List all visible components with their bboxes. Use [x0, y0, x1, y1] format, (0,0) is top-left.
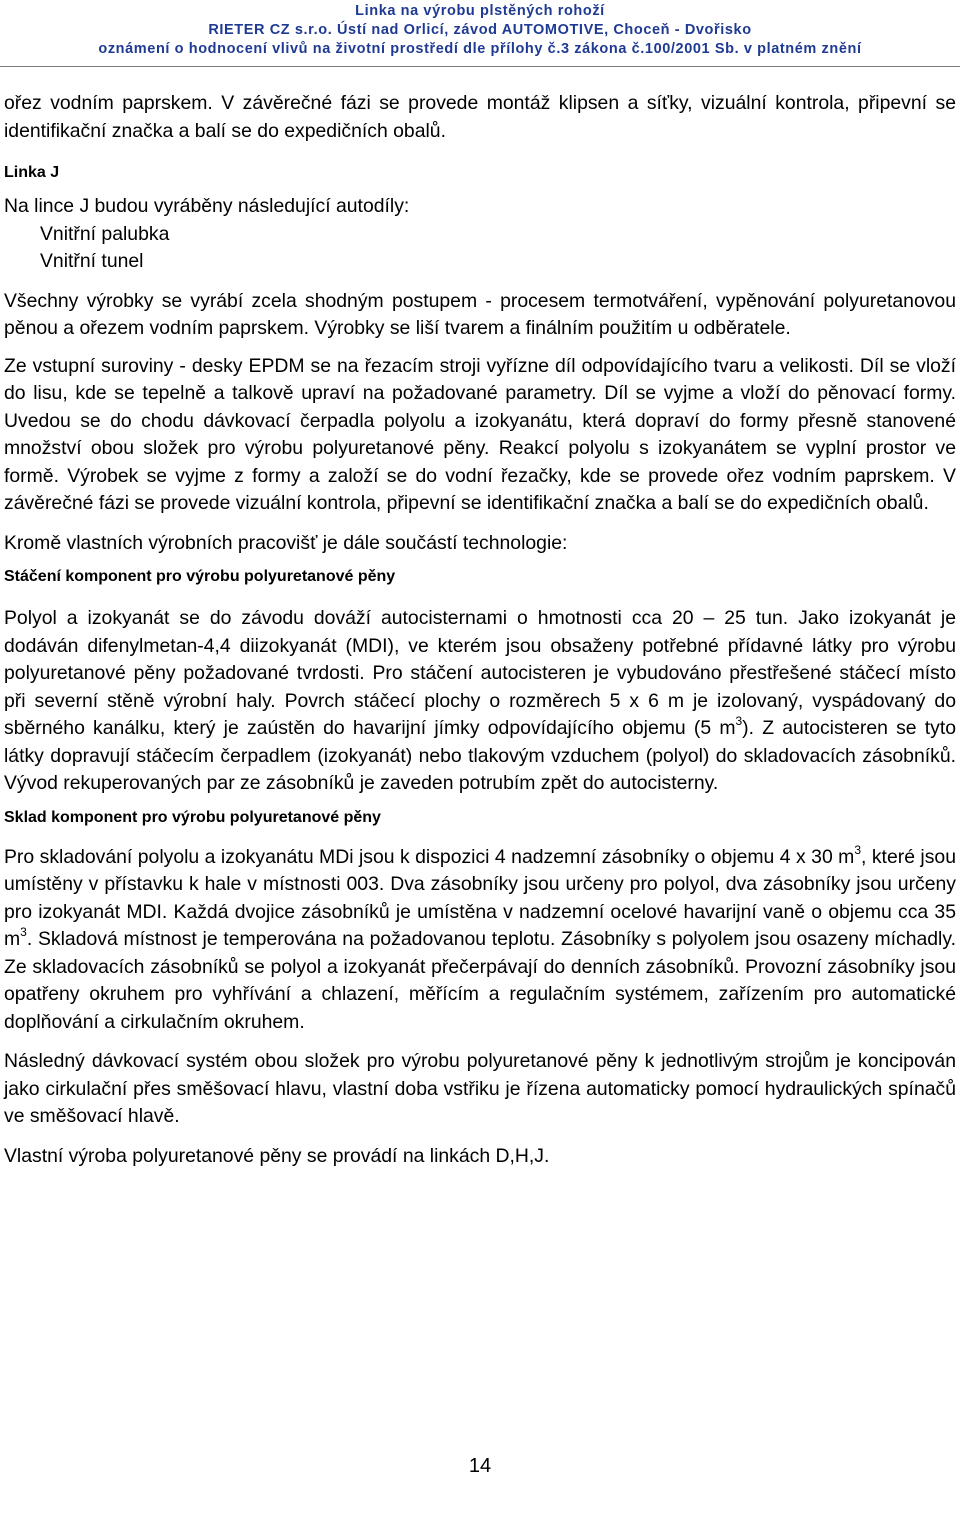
paragraph-sklad [4, 844, 956, 1037]
paragraph-intro [4, 90, 956, 145]
header-company: RIETER CZ s.r.o. Ústí nad Orlicí, závod AUTOMOTIVE, Choceň - Dvořisko [208, 22, 752, 38]
paragraph-sklad-part-b: , které jsou umístěny v přístavku k hale v místnosti 003. Dva zásobníky jsou určeny pro polyol, dva zásobníky jsou určeny pro izokyanát MDI. Každá dvojice zásobníků je umístěna v nadzemní ocelové havarijní vaně o objemu cca 35 m [4, 845, 956, 950]
page-header [0, 0, 960, 59]
paragraph-dosing-system: Následný dávkovací systém obou složek pro výrobu polyuretanové pěny k jednotlivým strojům je koncipován jako cirkulační přes směšovací hlavu, vlastní doba vstřiku je řízena automaticky pomocí hydraulických spínačů ve směšovací hlavě. [4, 1050, 956, 1127]
header-divider [0, 66, 960, 67]
paragraph-intro-prefix: o [4, 92, 15, 114]
paragraph-intro-text: řez vodním paprskem. V závěrečné fázi se provede montáž klipsen a síťky, vizuální kontrola, připevní se identifikační značka a balí se do expedičních obalů. [4, 92, 956, 142]
paragraph-staceni-part-a: Polyol a izokyanát se do závodu dováží autocisternami o hmotnosti cca 20 – 25 tun. Jako izokyanát je dodáván difenylmetan-4,4 diizokyanát (MDI), ve kterém jsou obsaženy potřebné přídavné látky pro výrobu polyuretanové pěny požadované tvrdosti. Pro stáčení autocisteren je vybudováno přestřešené stáčecí místo při severní stěně výrobní haly. Povrch stáčecí plochy o rozměrech 5 x 6 m je izolovaný, vyspádovaný do sběrného kanálku, který je zaústěn do havarijní jímky odpovídajícího objemu (5 m [4, 607, 956, 739]
section-heading-linka-j: Linka J [4, 164, 60, 181]
paragraph-lines: Vlastní výroba polyuretanové pěny se provádí na linkách D,H,J. [4, 1144, 550, 1167]
superscript-cubic: 3 [735, 714, 743, 728]
paragraph-technology-intro: Kromě vlastních výrobních pracovišť je dále součástí technologie: [4, 531, 568, 554]
paragraph-sklad-part-a: Pro skladování polyolu a izokyanátu MDi jsou k dispozici 4 nadzemní zásobníky o objemu 4 x 30 m [4, 845, 855, 868]
section-heading-sklad: Sklad komponent pro výrobu polyuretanové pěny [4, 808, 381, 826]
superscript-cubic: 3 [854, 842, 862, 857]
paragraph-production-steps: Ze vstupní suroviny - desky EPDM se na řezacím stroji vyřízne díl odpovídajícího tvaru a velikosti. Díl se vloží do lisu, kde se tepelně a talkově upraví na požadované parametry. Díl se vyjme a vloží do pěnovací formy. Uvedou se do chodu dávkovací čerpadla polyolu a izokyanátu, která dopraví do formy přesně stanovené množství obou složek pro výrobu polyuretanové pěny. Reakcí polyolu s izokyanátem se vyplní prostor ve formě. Výrobek se vyjme z formy a založí se do vodní řezačky, kde se provede ořez vodním paprskem. V závěrečné fázi se provede vizuální kontrola, připevní se identifikační značka a balí se do expedičních obalů. [4, 354, 956, 514]
paragraph-staceni [4, 605, 956, 798]
part-item-2: Vnitřní tunel [40, 250, 144, 272]
paragraph-sklad-part-c: . Skladová místnost je temperována na požadovanou teplotu. Zásobníky s polyolem jsou osazeny míchadly. Ze skladovacích zásobníků se polyol a izokyanát přečerpávají do denních zásobníků. Provozní zásobníky jsou opatřeny okruhem pro vyhřívání a chlazení, měřícím a regulačním systémem, zařízením pro automatické doplňování a cirkulačním okruhem. [4, 928, 956, 1033]
linka-j-intro: Na lince J budou vyráběny následující autodíly: [4, 195, 410, 217]
superscript-cubic: 3 [20, 925, 27, 939]
page-number: 14 [468, 1455, 492, 1477]
paragraph-process: Všechny výrobky se vyrábí zcela shodným postupem - procesem termotváření, vypěnování polyuretanovou pěnou a ořezem vodním paprskem. Výrobky se liší tvarem a finálním použitím u odběratele. [4, 289, 956, 339]
section-heading-staceni: Stáčení komponent pro výrobu polyuretanové pěny [4, 568, 396, 585]
part-item-1: Vnitřní palubka [40, 222, 170, 245]
header-title: Linka na výrobu plstěných rohoží [355, 3, 605, 19]
document-body [4, 90, 956, 1170]
paragraph-staceni-part-b: ). Z autocisteren se tyto látky dopravují stáčecím čerpadlem (izokyanát) nebo tlakovým vzduchem (polyol) do skladovacích zásobníků. Vývod rekuperovaných par ze zásobníků je zaveden potrubím zpět do autocisterny. [4, 717, 957, 794]
header-document-type: oznámení o hodnocení vlivů na životní prostředí dle přílohy č.3 zákona č.100/2001 Sb. v platném znění [98, 41, 862, 57]
